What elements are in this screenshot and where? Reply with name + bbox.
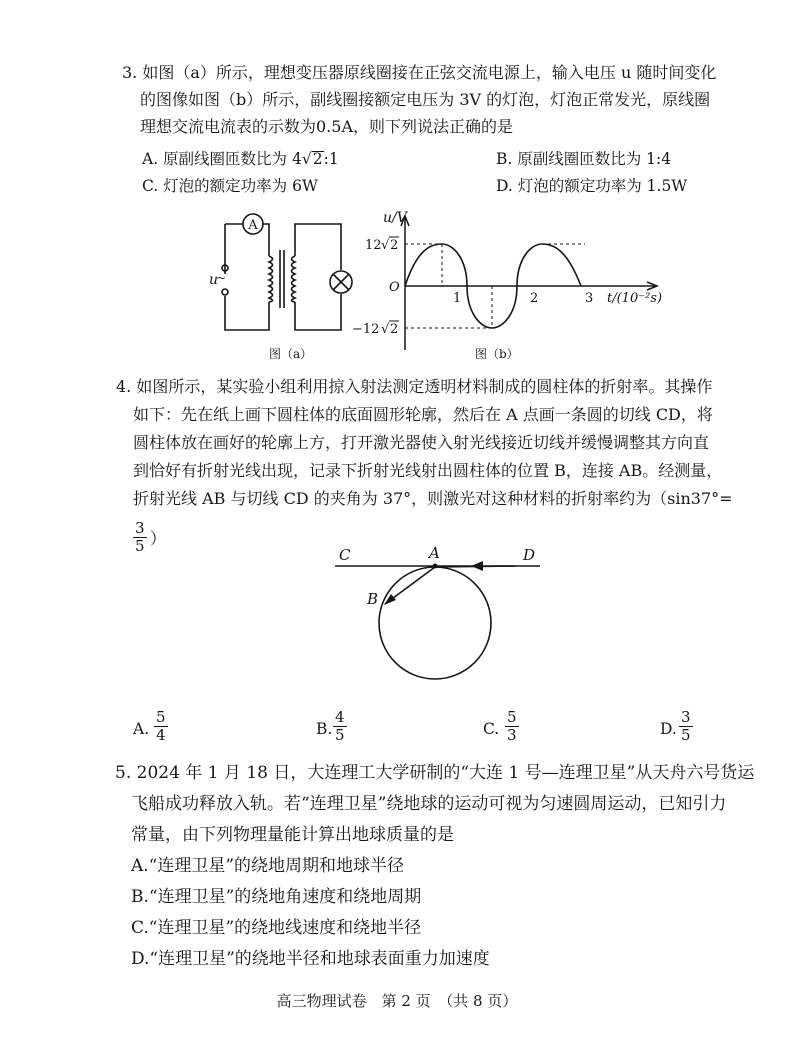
- x-tick-2: 2: [530, 291, 539, 306]
- q4-option-c-fraction: [505, 709, 519, 744]
- q4-option-d-fraction: [679, 709, 693, 744]
- q4-option-d-numerator: 3: [681, 708, 691, 726]
- q3-option-d: D. 灯泡的额定功率为 1.5W: [496, 177, 688, 195]
- figure-b-caption: 图（b）: [475, 347, 519, 361]
- q5-option-c: C.“连理卫星”的绕地线速度和绕地半径: [131, 918, 422, 938]
- q4-option-a-fraction: [154, 709, 168, 744]
- q4-line-4: 到恰好有折射光线出现，记录下折射光线射出圆柱体的位置 B，连接 AB。经测量，: [133, 461, 723, 480]
- source-ac-mark: ~: [216, 271, 227, 285]
- x-tick-3: 3: [585, 291, 594, 306]
- q4-sin-fraction: [133, 520, 147, 555]
- ammeter-label: A: [248, 218, 258, 233]
- q3-option-a-text: A. 原副线圈匝数比为 4: [142, 150, 302, 168]
- q4-line-2: 如下：先在纸上画下圆柱体的底面圆形轮廓，然后在 A 点画一条圆的切线 CD，将: [133, 405, 713, 424]
- q4-option-b-numerator: 4: [335, 708, 345, 726]
- q3-figure-b: [352, 210, 685, 370]
- q5-line-3: 常量，由下列物理量能计算出地球质量的是: [131, 825, 454, 845]
- q3-option-a-radicand: 2: [312, 150, 323, 168]
- q4-option-a-numerator: 5: [156, 708, 166, 726]
- label-b: B: [367, 590, 379, 608]
- q5-option-a: A.“连理卫星”的绕地周期和地球半径: [131, 856, 405, 876]
- page-footer: 高三物理试卷 第 2 页 （共 8 页）: [276, 992, 518, 1010]
- q3-option-a-ratio: :1: [323, 150, 339, 168]
- source-terminal-bottom: [222, 289, 228, 295]
- source-label: u: [209, 272, 219, 288]
- x-tick-1: 1: [453, 291, 462, 306]
- x-axis-label: t/(10⁻²s): [607, 291, 663, 306]
- label-c: C: [339, 546, 351, 564]
- y-max-sqrt: √: [381, 238, 390, 253]
- q4-option-c-denominator: 3: [507, 726, 517, 744]
- q4-option-b-fraction: [333, 709, 347, 744]
- q4-line-1: 4. 如图所示，某实验小组利用掠入射法测定透明材料制成的圆柱体的折射率。其操作: [116, 377, 713, 396]
- cylinder-circle: [379, 567, 491, 679]
- q4-option-b-label: B.: [316, 720, 333, 738]
- y-min-label: −12: [352, 322, 380, 337]
- y-min-radicand: 2: [390, 322, 399, 337]
- q4-option-a-label: A.: [133, 720, 150, 738]
- secondary-wire: [295, 224, 341, 330]
- y-min-sqrt: √: [381, 322, 390, 337]
- q4-option-c-label: C.: [483, 720, 500, 738]
- y-max-radicand: 2: [390, 238, 399, 253]
- q4-line-5: 折射光线 AB 与切线 CD 的夹角为 37°，则激光对这种材料的折射率约为（sin37°=: [133, 489, 733, 508]
- q4-sin-numerator: 3: [135, 519, 145, 537]
- q4-option-a-denominator: 4: [156, 726, 166, 744]
- q4-option-b-denominator: 5: [335, 726, 345, 744]
- q3-line-2: 的图像如图（b）所示，副线圈接额定电压为 3V 的灯泡，灯泡正常发光，原线圈: [140, 90, 711, 109]
- y-max-label: 12: [365, 238, 382, 253]
- q3-option-a: [142, 147, 339, 169]
- q4-sin-denominator: 5: [135, 537, 145, 555]
- point-a-dot: [433, 564, 438, 569]
- origin-label: O: [389, 280, 400, 295]
- q3-line-3: 理想交流电流表的示数为0.5A，则下列说法正确的是: [140, 117, 514, 136]
- q5-line-2: 飞船成功释放入轨。若“连理卫星”绕地球的运动可视为匀速圆周运动，已知引力: [131, 794, 727, 814]
- label-a: A: [429, 544, 440, 562]
- q3-option-b: B. 原副线圈匝数比为 1:4: [496, 150, 672, 168]
- q4-figure: [325, 540, 555, 695]
- q3-line-1: 3. 如图（a）所示，理想变压器原线圈接在正弦交流电源上，输入电压 u 随时间变化: [122, 63, 717, 82]
- incident-arrow-icon: [471, 561, 483, 571]
- q4-sin-close: ）: [150, 529, 167, 548]
- q5-option-b: B.“连理卫星”的绕地角速度和绕地周期: [131, 887, 422, 907]
- q3-option-c: C. 灯泡的额定功率为 6W: [142, 177, 318, 195]
- primary-coil-icon: [269, 256, 273, 302]
- q5-option-d: D.“连理卫星”的绕地半径和地球表面重力加速度: [131, 949, 490, 969]
- q4-line-3: 圆柱体放在画好的轮廓上方，打开激光器使入射光线接近切线并缓慢调整其方向直: [133, 433, 710, 452]
- q3-figure-a: [205, 210, 375, 370]
- figure-a-caption: 图（a）: [269, 347, 313, 361]
- label-d: D: [523, 546, 536, 564]
- primary-wire: [225, 224, 269, 330]
- q4-option-d-denominator: 5: [681, 726, 691, 744]
- q3-option-a-sqrt-sign: √: [301, 150, 312, 168]
- y-axis-label: u/V: [383, 210, 407, 226]
- secondary-coil-icon: [292, 256, 296, 302]
- q4-option-d-label: D.: [660, 720, 677, 738]
- q5-line-1: 5. 2024 年 1 月 18 日，大连理工大学研制的“大连 1 号—连理卫星”从天舟六号货运: [115, 763, 755, 783]
- q4-option-c-numerator: 5: [507, 708, 517, 726]
